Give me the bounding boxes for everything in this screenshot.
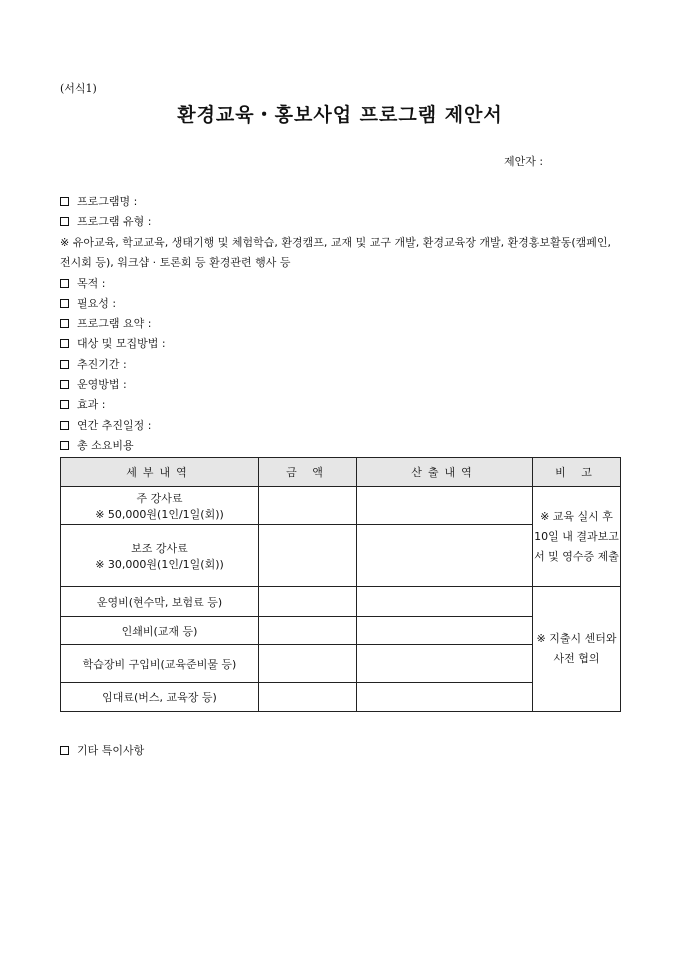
calculation-cell[interactable] — [357, 525, 533, 587]
item-summary — [60, 314, 625, 334]
item-label: 총 소요비용 — [77, 438, 134, 452]
checkbox-icon — [60, 319, 69, 328]
row-subnote: ※ 50,000원(1인/1일(회)) — [95, 507, 224, 521]
checkbox-icon — [60, 400, 69, 409]
proposal-items — [60, 192, 625, 456]
checkbox-icon — [60, 299, 69, 308]
item-label: 목적 : — [77, 276, 106, 290]
item-label: 효과 : — [77, 398, 106, 412]
table-row — [61, 487, 621, 525]
header-remarks: 비 고 — [533, 458, 621, 487]
remarks-instructor: ※ 교육 실시 후 10일 내 결과보고서 및 영수증 제출 — [533, 487, 621, 587]
item-label: 대상 및 모집방법 : — [77, 337, 166, 351]
item-program-name — [60, 192, 625, 212]
header-detail: 세부내역 — [61, 458, 259, 487]
row-subnote: ※ 30,000원(1인/1일(회)) — [95, 557, 224, 571]
item-label: 프로그램 유형 : — [77, 215, 152, 229]
remarks-expense: ※ 지출시 센터와 사전 협의 — [533, 587, 621, 712]
form-number-label: (서식1) — [60, 82, 97, 95]
calculation-cell[interactable] — [357, 645, 533, 683]
amount-cell[interactable] — [259, 525, 357, 587]
row-title: 주 강사료 — [136, 491, 183, 505]
item-program-type — [60, 212, 625, 232]
checkbox-icon — [60, 339, 69, 348]
item-label: 프로그램 요약 : — [77, 317, 152, 331]
row-label: 학습장비 구입비(교육준비물 등) — [61, 645, 259, 683]
item-target — [60, 334, 625, 354]
other-notes-item — [60, 742, 144, 758]
row-label — [61, 487, 259, 525]
budget-table — [60, 457, 621, 712]
program-type-note: ※ 유아교육, 학교교육, 생태기행 및 체험학습, 환경캠프, 교재 및 교구 개발, 환경교육장 개발, 환경홍보활동(캠페인, 전시회 등), 워크샵 · 토론회 등 환경관련 행사 등 — [60, 235, 611, 270]
row-label: 임대료(버스, 교육장 등) — [61, 683, 259, 712]
item-total-cost — [60, 436, 625, 456]
amount-cell[interactable] — [259, 487, 357, 525]
item-label: 프로그램명 : — [77, 195, 138, 208]
item-label: 연간 추진일정 : — [77, 418, 152, 432]
checkbox-icon — [60, 746, 69, 755]
item-label: 필요성 : — [77, 296, 117, 310]
table-row — [61, 587, 621, 617]
calculation-cell[interactable] — [357, 587, 533, 617]
checkbox-icon — [60, 421, 69, 430]
item-schedule — [60, 416, 625, 436]
checkbox-icon — [60, 279, 69, 288]
header-amount: 금 액 — [259, 458, 357, 487]
checkbox-icon — [60, 441, 69, 450]
document-title: 환경교육・홍보사업 프로그램 제안서 — [177, 104, 503, 126]
amount-cell[interactable] — [259, 683, 357, 712]
proposer-field: 제안자 : — [504, 155, 544, 168]
header-calculation: 산출내역 — [357, 458, 533, 487]
table-header-row — [61, 458, 621, 487]
item-label: 운영방법 : — [77, 378, 127, 392]
checkbox-icon — [60, 217, 69, 226]
item-method — [60, 375, 625, 395]
amount-cell[interactable] — [259, 587, 357, 617]
item-necessity — [60, 294, 625, 314]
calculation-cell[interactable] — [357, 683, 533, 712]
item-period — [60, 355, 625, 375]
row-label — [61, 525, 259, 587]
other-notes-label: 기타 특이사항 — [77, 744, 145, 757]
item-purpose — [60, 274, 625, 294]
calculation-cell[interactable] — [357, 487, 533, 525]
amount-cell[interactable] — [259, 645, 357, 683]
row-label: 인쇄비(교재 등) — [61, 617, 259, 645]
row-title: 보조 강사료 — [131, 541, 188, 555]
calculation-cell[interactable] — [357, 617, 533, 645]
checkbox-icon — [60, 380, 69, 389]
checkbox-icon — [60, 360, 69, 369]
row-label: 운영비(현수막, 보험료 등) — [61, 587, 259, 617]
item-effect — [60, 395, 625, 415]
amount-cell[interactable] — [259, 617, 357, 645]
item-label: 추진기간 : — [77, 357, 127, 371]
checkbox-icon — [60, 197, 69, 206]
